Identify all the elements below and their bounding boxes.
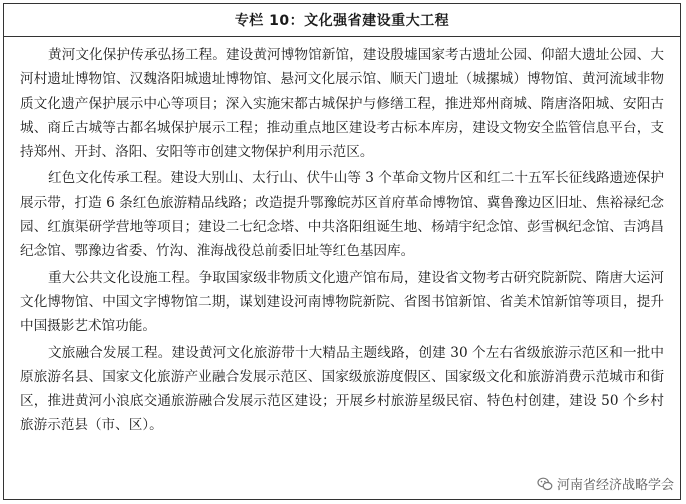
- feature-box: [3, 3, 681, 500]
- watermark: [537, 474, 674, 493]
- paragraph-yellow-river-culture: 黄河文化保护传承弘扬工程。建设黄河博物馆新馆，建设殷墟国家考古遗址公园、仰韶大遗址公园、大河村遗址博物馆、汉魏洛阳城遗址博物馆、悬河文化展示馆、顺天门遗址（城摞城）博物馆、黄河流域非物质文化遗产保护展示中心等项目；深入实施宋都古城保护与修缮工程，推进郑州商城、隋唐洛阳城、安阳古城、商丘古城等古都名城保护展示工程；推动重点地区建设考古标本库房，建设文物安全监管信息平台，支持郑州、开封、洛阳、安阳等市创建文物保护利用示范区。: [20, 47, 664, 161]
- paragraph-public-culture-facilities: 重大公共文化设施工程。争取国家级非物质文化遗产馆布局，建设省文物考古研究院新院、隋唐大运河文化博物馆、中国文字博物馆二期，谋划建设河南博物院新院、省图书馆新馆、省美术馆新馆等项目，提升中国摄影艺术馆功能。: [20, 269, 664, 335]
- box-title: 专栏 10：文化强省建设重大工程: [4, 4, 680, 37]
- box-content: [4, 37, 680, 438]
- watermark-text: 河南省经济战略学会: [556, 478, 674, 493]
- paragraph-red-culture: 红色文化传承工程。建设大别山、太行山、伏牛山等 3 个革命文物片区和红二十五军长征线路遗迹保护展示带，打造 6 条红色旅游精品线路；改造提升鄂豫皖苏区首府革命博物馆、冀鲁豫边区旧址、焦裕禄纪念园、红旗渠研学营地等项目；建设二七纪念塔、中共洛阳组诞生地、杨靖宇纪念馆、彭雪枫纪念馆、吉鸿昌纪念馆、鄂豫边省委、竹沟、淮海战役总前委旧址等红色基因库。: [20, 170, 664, 260]
- wechat-icon: [537, 476, 553, 492]
- paragraph-culture-tourism: 文旅融合发展工程。建设黄河文化旅游带十大精品主题线路，创建 30 个左右省级旅游示范区和一批中原旅游名县、国家文化旅游产业融合发展示范区、国家级旅游度假区、国家级文化和旅游消费示范城市和街区，推进黄河小浪底交通旅游融合发展示范区建设；开展乡村旅游星级民宿、特色村创建，建设 50 个乡村旅游示范县（市、区）。: [20, 344, 664, 434]
